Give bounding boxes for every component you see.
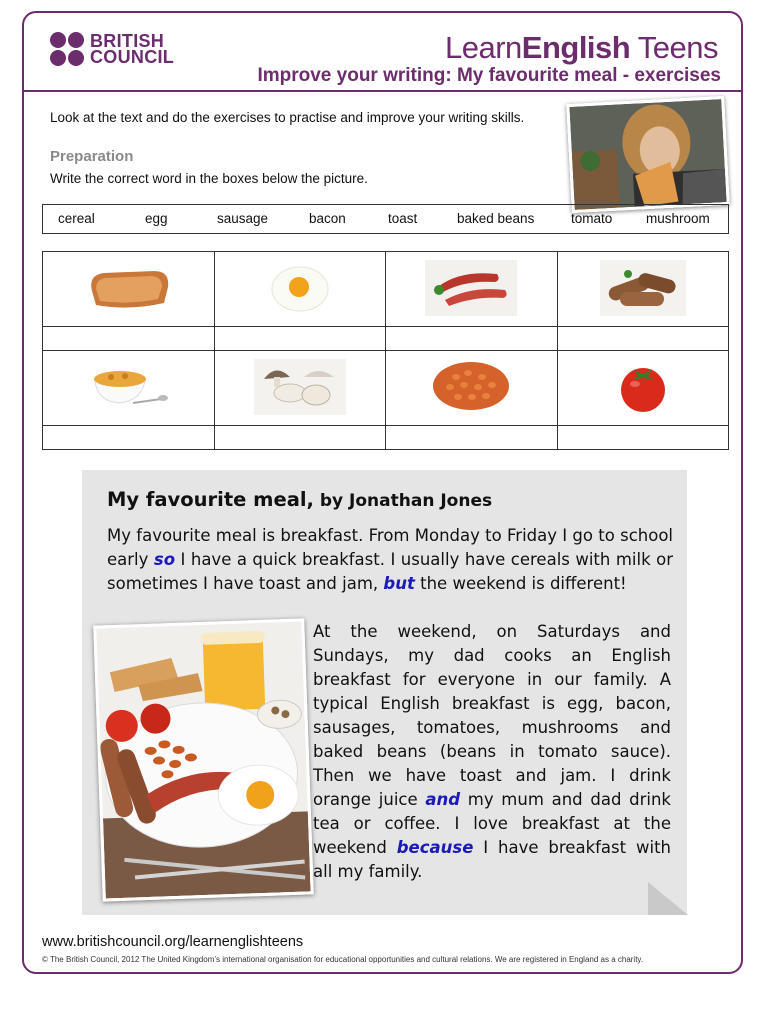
preparation-heading: Preparation xyxy=(50,148,134,165)
keyword-and: and xyxy=(425,790,461,809)
word-bank-item: sausage xyxy=(217,211,269,226)
copyright-notice: © The British Council, 2012 The United Kingdom’s international organisation for educational opportunities and cultural relations. We are registered in England as a charity. xyxy=(42,955,644,964)
cereal-picture xyxy=(43,351,215,426)
answer-box[interactable] xyxy=(43,327,215,351)
page-title: Improve your writing: My favourite meal - exercises xyxy=(257,65,721,86)
logo-line-1: BRITISH xyxy=(90,31,165,51)
answer-box[interactable] xyxy=(43,426,215,450)
english-breakfast-photo xyxy=(93,618,314,901)
preparation-instruction: Write the correct word in the boxes below the picture. xyxy=(50,171,368,186)
sausages-picture xyxy=(557,252,729,327)
answer-box[interactable] xyxy=(214,426,386,450)
fried-egg-picture xyxy=(214,252,386,327)
word-bank-item: baked beans xyxy=(457,211,535,226)
answer-box[interactable] xyxy=(386,426,558,450)
picture-grid xyxy=(42,251,729,450)
keyword-so: so xyxy=(153,550,176,569)
british-council-logo xyxy=(50,32,174,66)
answer-box[interactable] xyxy=(214,327,386,351)
logo-dots-icon xyxy=(50,32,84,66)
answer-box[interactable] xyxy=(557,426,729,450)
story-paragraph-2: At the weekend, on Saturdays and Sundays, my dad cooks an English breakfast for everyone in our family. A typical English breakfast is egg, bacon, sausages, tomatoes, mushrooms and baked beans (beans in tomato sauce). Then we have toast and jam. I drink orange juice and my mum and dad drink tea or coffee. I love breakfast at the weekend because I have breakfast with all my family. xyxy=(313,622,671,881)
story-byline: by Jonathan Jones xyxy=(313,491,493,511)
website-url[interactable]: www.britishcouncil.org/learnenglishteens xyxy=(42,934,304,950)
word-bank-item: cereal xyxy=(58,211,95,226)
teen-eating-photo xyxy=(566,96,729,213)
baked-beans-picture xyxy=(386,351,558,426)
word-bank-item: tomato xyxy=(571,211,613,226)
bacon-picture xyxy=(386,252,558,327)
story-paragraph-1: My favourite meal is breakfast. From Monday to Friday I go to school early so I have a quick breakfast. I usually have cereals with milk or sometimes I have toast and jam, but the weekend is different! xyxy=(107,526,673,593)
logo-line-2: COUNCIL xyxy=(90,47,175,67)
answer-box[interactable] xyxy=(557,327,729,351)
toast-picture xyxy=(43,252,215,327)
word-bank xyxy=(42,204,729,234)
intro-text: Look at the text and do the exercises to practise and improve your writing skills. xyxy=(50,110,525,125)
word-bank-item: bacon xyxy=(309,211,346,226)
page-curl-corner xyxy=(648,882,688,915)
word-bank-item: egg xyxy=(145,211,168,226)
keyword-because: because xyxy=(396,838,474,857)
learnenglish-teens-logo: LearnEnglish Teens xyxy=(444,30,718,65)
tomato-picture xyxy=(557,351,729,426)
story-title: My favourite meal, by Jonathan Jones xyxy=(107,488,493,511)
answer-box[interactable] xyxy=(386,327,558,351)
keyword-but: but xyxy=(383,574,415,593)
mushrooms-picture xyxy=(214,351,386,426)
word-bank-item: mushroom xyxy=(646,211,710,226)
header-divider xyxy=(22,90,743,92)
word-bank-item: toast xyxy=(388,211,418,226)
